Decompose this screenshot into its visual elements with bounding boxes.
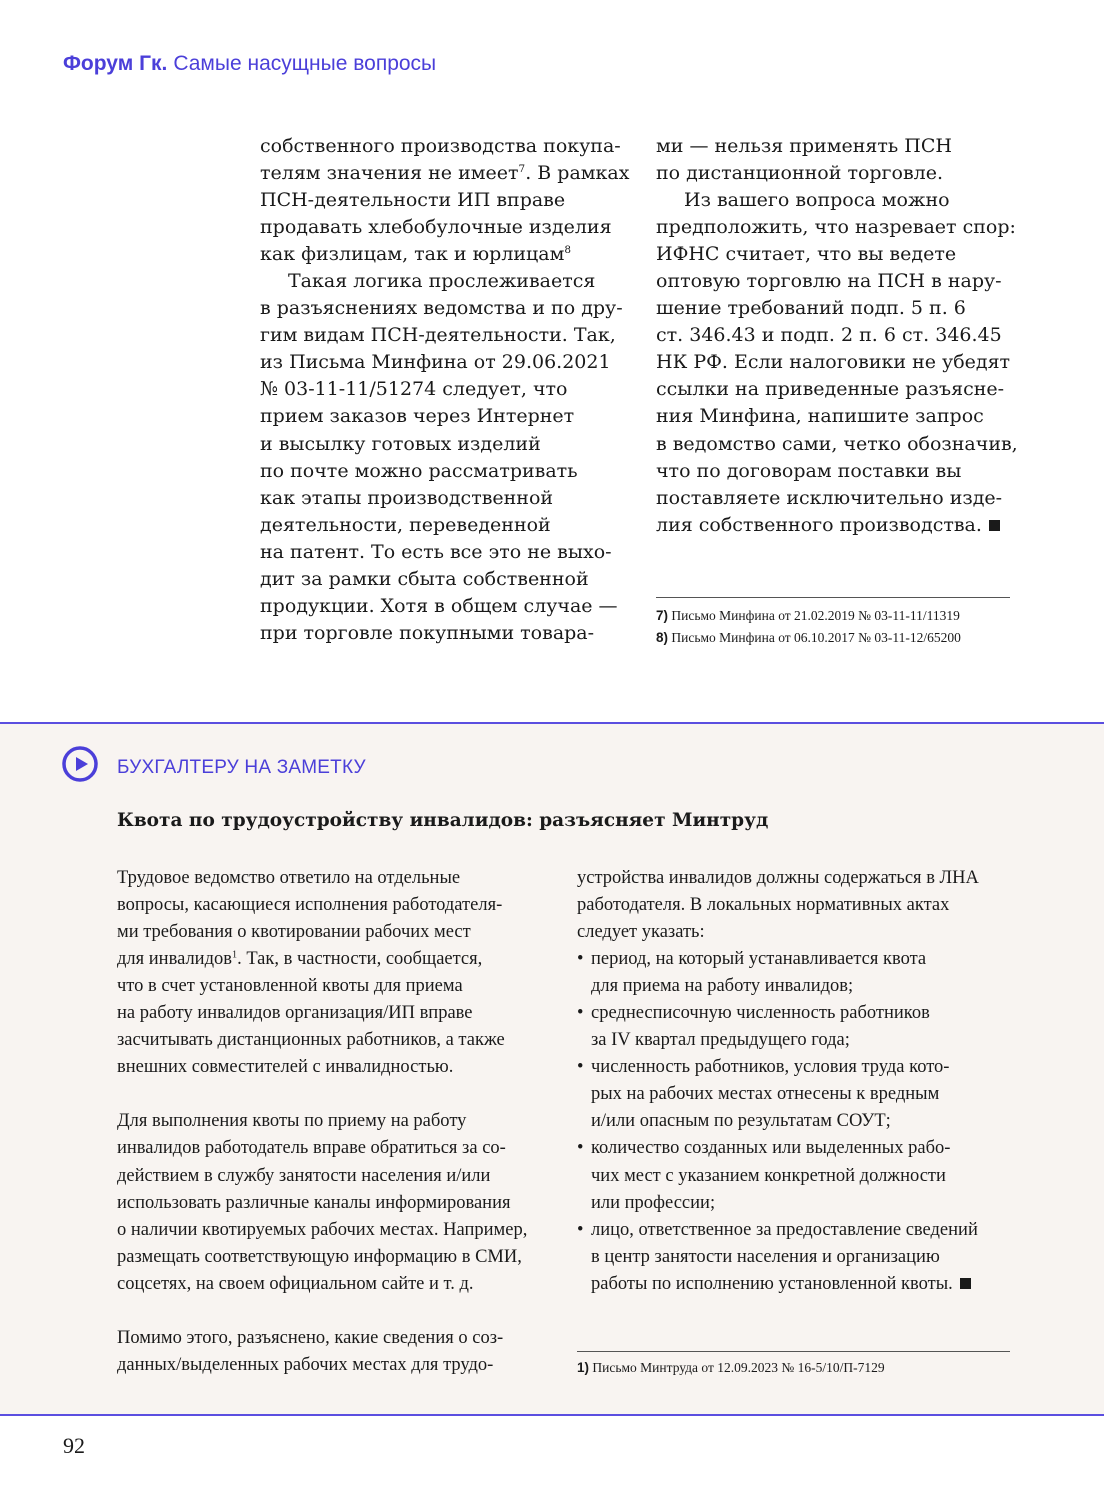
bullet-item: • лицо, ответственное за предоставление сведений в центр занятости населения и организацию работы по исполнению установленной квоты. — [577, 1217, 979, 1298]
section-title: Самые насущные вопросы — [173, 52, 437, 75]
text-line: НК РФ. Если налоговики не убедят — [656, 351, 1011, 374]
text-line: продукции. Хотя в общем случае — — [260, 594, 618, 617]
bullet-icon: • — [577, 1138, 584, 1159]
text-line: лия собственного производства. — [656, 512, 1018, 539]
text-line: соцсетях, на своем официальном сайте и т. д. — [117, 1273, 474, 1294]
text-line: в разъяснениях ведомства и по дру- — [260, 297, 623, 320]
text-line: работодателя. В локальных нормативных актах — [577, 895, 950, 916]
article-column-2 — [656, 133, 1018, 539]
page-number: 92 — [63, 1433, 85, 1458]
text-line: Из вашего вопроса можно — [684, 189, 950, 212]
text-line: на патент. То есть все это не выхо- — [260, 540, 612, 563]
text-line: по почте можно рассматривать — [260, 459, 578, 482]
text-line: продавать хлебобулочные изделия — [260, 216, 612, 239]
text-line: шение требований подп. 5 п. 6 — [656, 297, 966, 320]
text-line: вопросы, касающиеся исполнения работодателя- — [117, 895, 503, 916]
text-line: по дистанционной торговле. — [656, 162, 943, 185]
text-line: прием заказов через Интернет — [260, 405, 575, 428]
text-line: собственного производства покупа- — [260, 135, 621, 157]
text-line: данных/выделенных рабочих местах для трудо- — [117, 1354, 494, 1375]
footnote-divider — [656, 597, 1010, 598]
text-line: что в счет установленной квоты для приема — [117, 976, 463, 997]
text-line: предположить, что назревает спор: — [656, 216, 1016, 239]
text-line: использовать различные каналы информирования — [117, 1192, 511, 1213]
bullet-icon: • — [577, 949, 584, 970]
text-line: дит за рамки сбыта собственной — [260, 567, 589, 590]
text-line: инвалидов работодатель вправе обратиться за со- — [117, 1138, 506, 1159]
text-line: ПСН-деятельности ИП вправе — [260, 189, 566, 212]
text-line: как этапы производственной — [260, 486, 554, 509]
footnote-8: 8) Письмо Минфина от 06.10.2017 № 03-11-12/65200 — [656, 630, 961, 645]
footnote-ref: 8 — [564, 244, 572, 257]
text-line: устройства инвалидов должны содержаться в ЛНА — [577, 868, 979, 888]
text-line: Помимо этого, разъяснено, какие сведения о соз- — [117, 1327, 504, 1348]
running-header — [63, 52, 436, 76]
footnote-1: 1) Письмо Минтруда от 12.09.2023 № 16-5/10/П-7129 — [577, 1360, 885, 1375]
text-line: Для выполнения квоты по приему на работу — [117, 1111, 467, 1132]
text-line: в ведомство сами, четко обозначив, — [656, 432, 1018, 455]
bullet-icon: • — [577, 1057, 584, 1078]
text-line: как физлицам, так и юрлицам$^8$ — [260, 243, 572, 266]
note-title: Квота по трудоустройству инвалидов: разъясняет Минтруд — [117, 810, 769, 831]
text-line: при торговле покупными товара- — [260, 621, 595, 644]
text-line: Такая логика прослеживается — [288, 270, 596, 293]
text-line: ссылки на приведенные разъясне- — [656, 378, 1005, 401]
text-line: телям значения не имеет$^7$. В рамках — [260, 162, 630, 185]
note-column-1 — [117, 865, 527, 1379]
text-line: внешних совместителей с инвалидностью. — [117, 1057, 454, 1078]
bullet-item: • период, на который устанавливается квота для приема на работу инвалидов; — [577, 946, 979, 1000]
text-line: оптовую торговлю на ПСН в нару- — [656, 270, 1002, 293]
bullet-item: • количество созданных или выделенных рабо- чих мест с указанием конкретной должности или профессии; — [577, 1135, 979, 1216]
text-line: из Письма Минфина от 29.06.2021 — [260, 351, 611, 374]
play-circle-icon — [62, 746, 98, 782]
bullet-icon: • — [577, 1003, 584, 1024]
text-line: ст. 346.43 и подп. 2 п. 6 ст. 346.45 — [656, 324, 1002, 347]
text-line: для инвалидов$^1$. Так, в частности, сообщается, — [117, 949, 483, 970]
footnote-ref: 7 — [518, 163, 526, 176]
footnote-divider — [577, 1351, 1010, 1352]
text-line: ми требования о квотировании рабочих мест — [117, 922, 471, 943]
text-line: гим видам ПСН-деятельности. Так, — [260, 324, 616, 347]
text-line: размещать соответствующую информацию в СМИ, — [117, 1246, 522, 1267]
note-column-2 — [577, 865, 979, 1298]
footnote-ref: 1 — [231, 949, 238, 961]
text-line: ИФНС считает, что вы ведете — [656, 243, 957, 266]
text-line: поставляете исключительно изде- — [656, 486, 1003, 509]
text-line: и высылку готовых изделий — [260, 432, 541, 455]
text-line: засчитывать дистанционных работников, а также — [117, 1030, 505, 1051]
bullet-item: • численность работников, условия труда кото- рых на рабочих местах отнесены к вредным и/или опасным по результатам СОУТ; — [577, 1054, 979, 1135]
text-line: Трудовое ведомство ответило на отдельные — [117, 868, 461, 888]
text-line: № 03-11-11/51274 следует, что — [260, 378, 568, 401]
footnote-7: 7) Письмо Минфина от 21.02.2019 № 03-11-11/11319 — [656, 608, 960, 623]
text-line: о наличии квотируемых рабочих местах. Например, — [117, 1219, 528, 1240]
bullet-item: • среднесписочную численность работников за IV квартал предыдущего года; — [577, 1000, 979, 1054]
end-mark-icon — [960, 1278, 971, 1289]
note-tag: БУХГАЛТЕРУ НА ЗАМЕТКУ — [117, 757, 366, 778]
text-line: ния Минфина, напишите запрос — [656, 405, 984, 428]
text-line: что по договорам поставки вы — [656, 459, 962, 482]
text-line: следует указать: — [577, 922, 705, 943]
bullet-icon: • — [577, 1219, 584, 1240]
text-line: деятельности, переведенной — [260, 513, 551, 536]
text-line: ми — нельзя применять ПСН — [656, 135, 952, 157]
end-mark-icon — [989, 520, 1000, 531]
text-line: действием в службу занятости населения и/или — [117, 1165, 491, 1186]
article-column-1 — [260, 133, 629, 647]
brand-name: Форум Гк. — [63, 52, 168, 75]
text-line: на работу инвалидов организация/ИП вправе — [117, 1003, 473, 1024]
